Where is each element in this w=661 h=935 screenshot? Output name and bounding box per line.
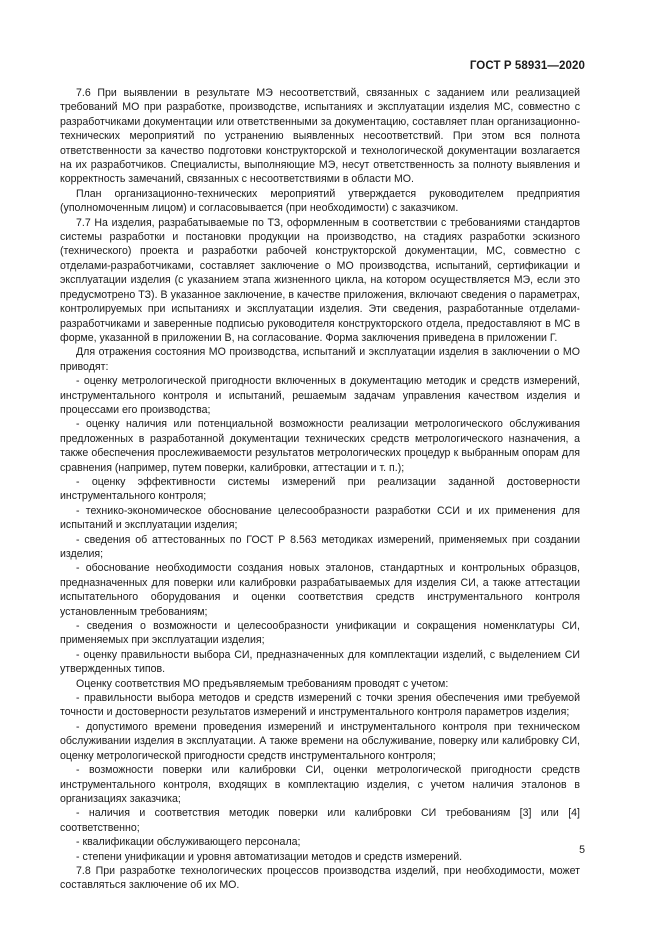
list-item: - наличия и соответствия методик поверки или калибровки СИ требованиям [3] или [4] соответственно; [60,807,580,834]
list-item: - оценку эффективности системы измерений при реализации заданной достоверности инструментального контроля; [60,475,580,503]
list-item: - возможности поверки или калибровки СИ, оценки метрологической пригодности средств инструментального контроля, входящих в комплектацию изделия, с учетом наличия эталонов в организациях заказчика; [60,764,580,805]
paragraph: Для отражения состояния МО производства, испытаний и эксплуатации изделия в заключении о МО приводят: [60,346,580,373]
list-item: - обоснование необходимости создания новых эталонов, стандартных и контрольных образцов, предназначенных для поверки или калибровки разрабатываемых для изделия СИ, а также аттестации испытательного оборудования и оценки соответствия средств инструментального контроля установленным требованиям; [60,562,580,618]
list-item: - оценку метрологической пригодности включенных в документацию методик и средств измерений, инструментального контроля и испытаний, решаемым задачам управления качеством изделия и процессами его производства; [60,375,580,416]
list-item: - сведения о возможности и целесообразности унификации и сокращения номенклатуры СИ, применяемых при эксплуатации изделия; [60,620,580,647]
paragraph: 7.8 При разработке технологических процессов производства изделий, при необходимости, может составляться заключение об их МО. [60,864,580,892]
list-item: - допустимого времени проведения измерений и инструментального контроля при техническом обслуживании изделия в эксплуатации. А также времени на обслуживание, поверку или калибровку СИ, оценку метрологической пригодности средств инструментального контроля; [60,720,580,762]
paragraph: План организационно-технических мероприятий утверждается руководителем предприятия (уполномоченным лицом) и согласовывается (при необходимости) с заказчиком. [60,187,580,215]
paragraph: Оценку соответствия МО предъявляемым требованиям проводят с учетом: [76,677,449,690]
page-number: 5 [579,844,585,856]
list-item: - технико-экономическое обоснование целесообразности разработки ССИ и их применения для испытаний и эксплуатации изделия; [60,504,580,532]
list-item: - оценку правильности выбора СИ, предназначенных для комплектации изделий, с выделением СИ утвержденных типов. [60,648,580,676]
list-item: - правильности выбора методов и средств измерений с точки зрения обеспечения ими требуемой точности и достоверности результатов измерений и инструментального контроля параметров изделия; [60,692,580,719]
list-item: - степени унификации и уровня автоматизации методов и средств измерений. [76,850,463,863]
standard-designation: ГОСТ Р 58931—2020 [469,60,585,72]
list-item: - сведения об аттестованных по ГОСТ Р 8.563 методиках измерений, применяемых при создании изделия; [60,533,580,560]
body-text [60,86,580,893]
list-item: - квалификации обслуживающего персонала; [76,836,301,849]
paragraph: 7.6 При выявлении в результате МЭ несоответствий, связанных с заданием или реализацией требований МО при разработке, производстве, испытаниях и эксплуатации изделия МС, совместно с разработчиками документации или ответственными за документацию, составляет план организационно-технических мероприятий по устранению выявленных несоответствий. При этом вся полнота ответственности за качество подготовки конструкторской и технологической документации возлагается на их разработчиков. Специалисты, выполняющие МЭ, несут ответственность за полноту выявления и корректность замечаний, связанных с несоответствиями в области МО. [60,87,580,186]
paragraph: 7.7 На изделия, разрабатываемые по ТЗ, оформленным в соответствии с требованиями стандартов системы разработки и постановки продукции на производство, на стадиях разработки эскизного (технического) проекта и разработки рабочей конструкторской документации, МС, совместно с отделами-разработчиками, составляет заключение о МО производства, испытаний, сертификации и эксплуатации изделия (с указанием этапа жизненного цикла, на котором осуществляется МЭ, если это предусмотрено ТЗ). В указанное заключение, в качестве приложения, включают сведения о параметрах, контролируемых при испытаниях и эксплуатации изделия. Эти сведения, разработанные отделами-разработчиками и заверенные подписью руководителя конструкторского отдела, предоставляют в МС в форме, указанной в приложении В, на согласование. Форма заключения приведена в приложении Г. [60,216,580,344]
list-item: - оценку наличия или потенциальной возможности реализации метрологического обслуживания предложенных в разработанной документации технических средств метрологического назначения, а также обеспечения прослеживаемости результатов метрологических процедур к выбранным опорам для сравнения (например, путем поверки, калибровки, аттестации и т. п.); [60,418,580,474]
